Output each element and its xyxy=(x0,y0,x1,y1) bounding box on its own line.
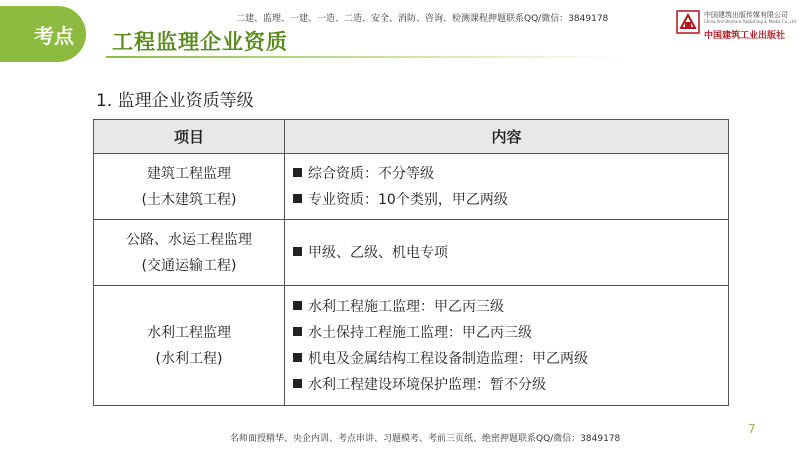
square-bullet-icon xyxy=(293,168,302,177)
list-item-text: 水利工程施工监理：甲乙丙三级 xyxy=(308,298,504,315)
row-item-cell xyxy=(94,286,285,406)
title-underline xyxy=(106,56,626,58)
item-category: (交通运输工程) xyxy=(141,257,237,274)
row-content-cell xyxy=(285,286,729,406)
row-item-cell xyxy=(94,220,285,286)
table-row xyxy=(94,154,729,220)
item-name: 建筑工程监理 xyxy=(147,165,231,182)
list-item xyxy=(293,161,728,187)
list-item-text: 水土保持工程施工监理：甲乙丙三级 xyxy=(308,324,532,341)
topic-badge: 考点 xyxy=(22,6,86,62)
table-row xyxy=(94,220,729,286)
item-category: (水利工程) xyxy=(155,350,223,367)
qualification-table xyxy=(93,119,729,406)
publisher-calligraphy: 中国建筑工业出版社 xyxy=(704,31,786,41)
list-item xyxy=(293,346,728,372)
square-bullet-icon xyxy=(293,194,302,203)
square-bullet-icon xyxy=(293,301,302,310)
publisher-logo-icon xyxy=(676,10,700,34)
header-content: 内容 xyxy=(285,120,729,154)
footer-contact-note: 名师面授精华、央企内训、考点串讲、习题模考、考前三页纸、绝密押题联系QQ/微信：3849178 xyxy=(230,434,621,444)
row-content-cell xyxy=(285,154,729,220)
header-item: 项目 xyxy=(94,120,285,154)
row-content-cell xyxy=(285,220,729,286)
row-item-cell xyxy=(94,154,285,220)
item-name: 水利工程监理 xyxy=(147,324,231,341)
square-bullet-icon xyxy=(293,379,302,388)
square-bullet-icon xyxy=(293,327,302,336)
section-heading: 1. 监理企业资质等级 xyxy=(96,91,254,111)
square-bullet-icon xyxy=(293,353,302,362)
list-item-text: 水利工程建设环境保护监理：暂不分级 xyxy=(308,376,546,393)
publisher-name-cn: 中国建筑出版传媒有限公司 xyxy=(704,11,788,19)
page-title: 工程监理企业资质 xyxy=(112,30,288,54)
list-item-text: 综合资质：不分等级 xyxy=(308,165,434,182)
list-item-text: 机电及金属结构工程设备制造监理：甲乙两级 xyxy=(308,350,588,367)
list-item xyxy=(293,240,728,266)
list-item-text: 专业资质：10个类别，甲乙两级 xyxy=(308,191,508,208)
page-number: 7 xyxy=(748,422,756,436)
item-name: 公路、水运工程监理 xyxy=(126,231,252,248)
list-item xyxy=(293,294,728,320)
list-item xyxy=(293,372,728,398)
top-contact-note: 二建、监理、一建、一造、二造、安全、消防、咨询、检测课程押题联系QQ/微信：3849178 xyxy=(236,14,609,24)
publisher-name-en: China Architecture Publishing & Media Co.,Ltd xyxy=(704,19,796,24)
list-item xyxy=(293,320,728,346)
square-bullet-icon xyxy=(293,247,302,256)
table-row xyxy=(94,286,729,406)
publisher-logo-block xyxy=(676,8,794,46)
item-category: (土木建筑工程) xyxy=(141,191,237,208)
list-item xyxy=(293,187,728,213)
list-item-text: 甲级、乙级、机电专项 xyxy=(308,244,448,261)
table-header-row xyxy=(94,120,729,154)
